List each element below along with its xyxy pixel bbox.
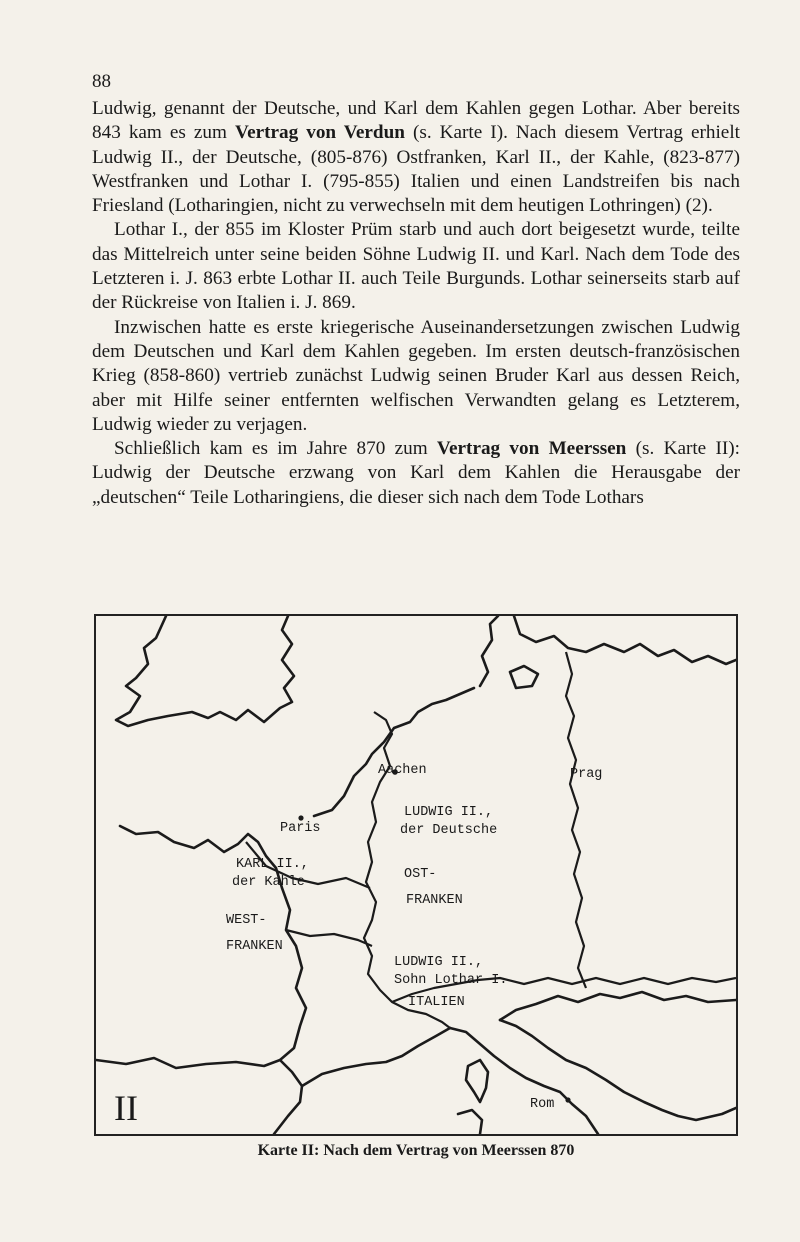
rom-dot: [565, 1097, 570, 1102]
treaty-verdun: Vertrag von Verdun: [234, 122, 405, 144]
label-west: WEST-: [226, 913, 267, 928]
label-westfranken: FRANKEN: [226, 939, 283, 954]
border-east: [566, 652, 586, 988]
city-prag: Prag: [570, 767, 603, 782]
paragraph-1-text-a: Ludwig, genannt der Deutsche, und Karl dem Kahlen gegen Lothar. Aber bereits 843 kam es zum: [92, 98, 740, 144]
paragraph-4-text-a: Schließlich kam es im Jahre 870 zum: [114, 438, 437, 460]
city-rom: Rom: [530, 1097, 555, 1112]
paragraph-4: [92, 437, 740, 510]
label-der-kahle: der Kahle: [232, 875, 305, 890]
map-karte-ii: [94, 614, 738, 1136]
label-ostfranken: FRANKEN: [406, 893, 463, 908]
label-karl-ii: KARL II.,: [236, 857, 309, 872]
paragraph-1-text-b: (s. Karte I). Nach diesem Vertrag erhielt Ludwig II., der Deutsche, (805-876) Ostfranken, Karl II., der Kahle, (823-877) Westfranken und Lothar I. (795-855) Italien und einen Landstreifen bis nach Friesland (Lotharingien, nicht zu verwechseln mit dem heutigen Lothringen) (2).: [92, 122, 740, 217]
paragraph-2: Lothar I., der 855 im Kloster Prüm starb und auch dort beigesetzt wurde, teilte das Mittelreich unter seine beiden Söhne Ludwig II. und Karl. Nach dem Tode des Letzteren i. J. 863 erbte Lothar II. auch Teile Burgunds. Lothar seinerseits starb auf der Rückreise von Italien i. J. 869.: [92, 219, 740, 314]
coastline-jutland: [480, 616, 498, 686]
coastline-baltic: [514, 616, 736, 664]
label-ludwig-ii-italy: LUDWIG II.,: [394, 955, 484, 970]
paragraph-3: Inzwischen hatte es erste kriegerische Auseinandersetzungen zwischen Ludwig dem Deutschen und Karl dem Kahlen gegeben. Im ersten deutsch-französischen Krieg (858-860) vertrieb zunächst Ludwig seinen Bruder Karl aus dessen Reich, aber mit Hilfe seiner entfernten welfischen Verwandten gelang es Letzterem, Ludwig wieder zu verjagen.: [92, 316, 740, 435]
city-aachen: Aachen: [378, 763, 427, 778]
paragraph-1: [92, 97, 740, 218]
body-text: [92, 97, 740, 510]
map-caption: Karte II: Nach dem Vertrag von Meerssen 870: [257, 1142, 575, 1159]
paragraph-4-text-b: (s. Karte II): Ludwig der Deutsche erzwang von Karl dem Kahlen die Herausgabe der „deutschen“ Teile Lotharingiens, die dieser sich nach dem Tode Lothars: [92, 438, 740, 508]
page-number: 88: [92, 71, 111, 92]
label-sohn-lothar: Sohn Lothar I.: [394, 973, 508, 988]
coastline-adriatic: [500, 992, 736, 1020]
label-der-deutsche: der Deutsche: [400, 823, 498, 838]
coastline-north-sea: [314, 688, 474, 816]
treaty-meerssen: Vertrag von Meerssen: [436, 438, 627, 460]
island-corsica: [466, 1060, 488, 1102]
coastline-italy-west: [450, 1028, 598, 1134]
city-paris: Paris: [280, 821, 321, 836]
island-danish: [510, 666, 538, 688]
label-italien: ITALIEN: [408, 995, 465, 1010]
coastline-gulf-of-lion: [302, 1028, 450, 1086]
border-west-south: [286, 930, 372, 946]
label-ludwig-ii: LUDWIG II.,: [404, 805, 494, 820]
map-number: II: [114, 1088, 138, 1128]
label-ost: OST-: [404, 867, 437, 882]
coastline-britain: [116, 616, 294, 726]
island-sardinia: [458, 1110, 482, 1134]
